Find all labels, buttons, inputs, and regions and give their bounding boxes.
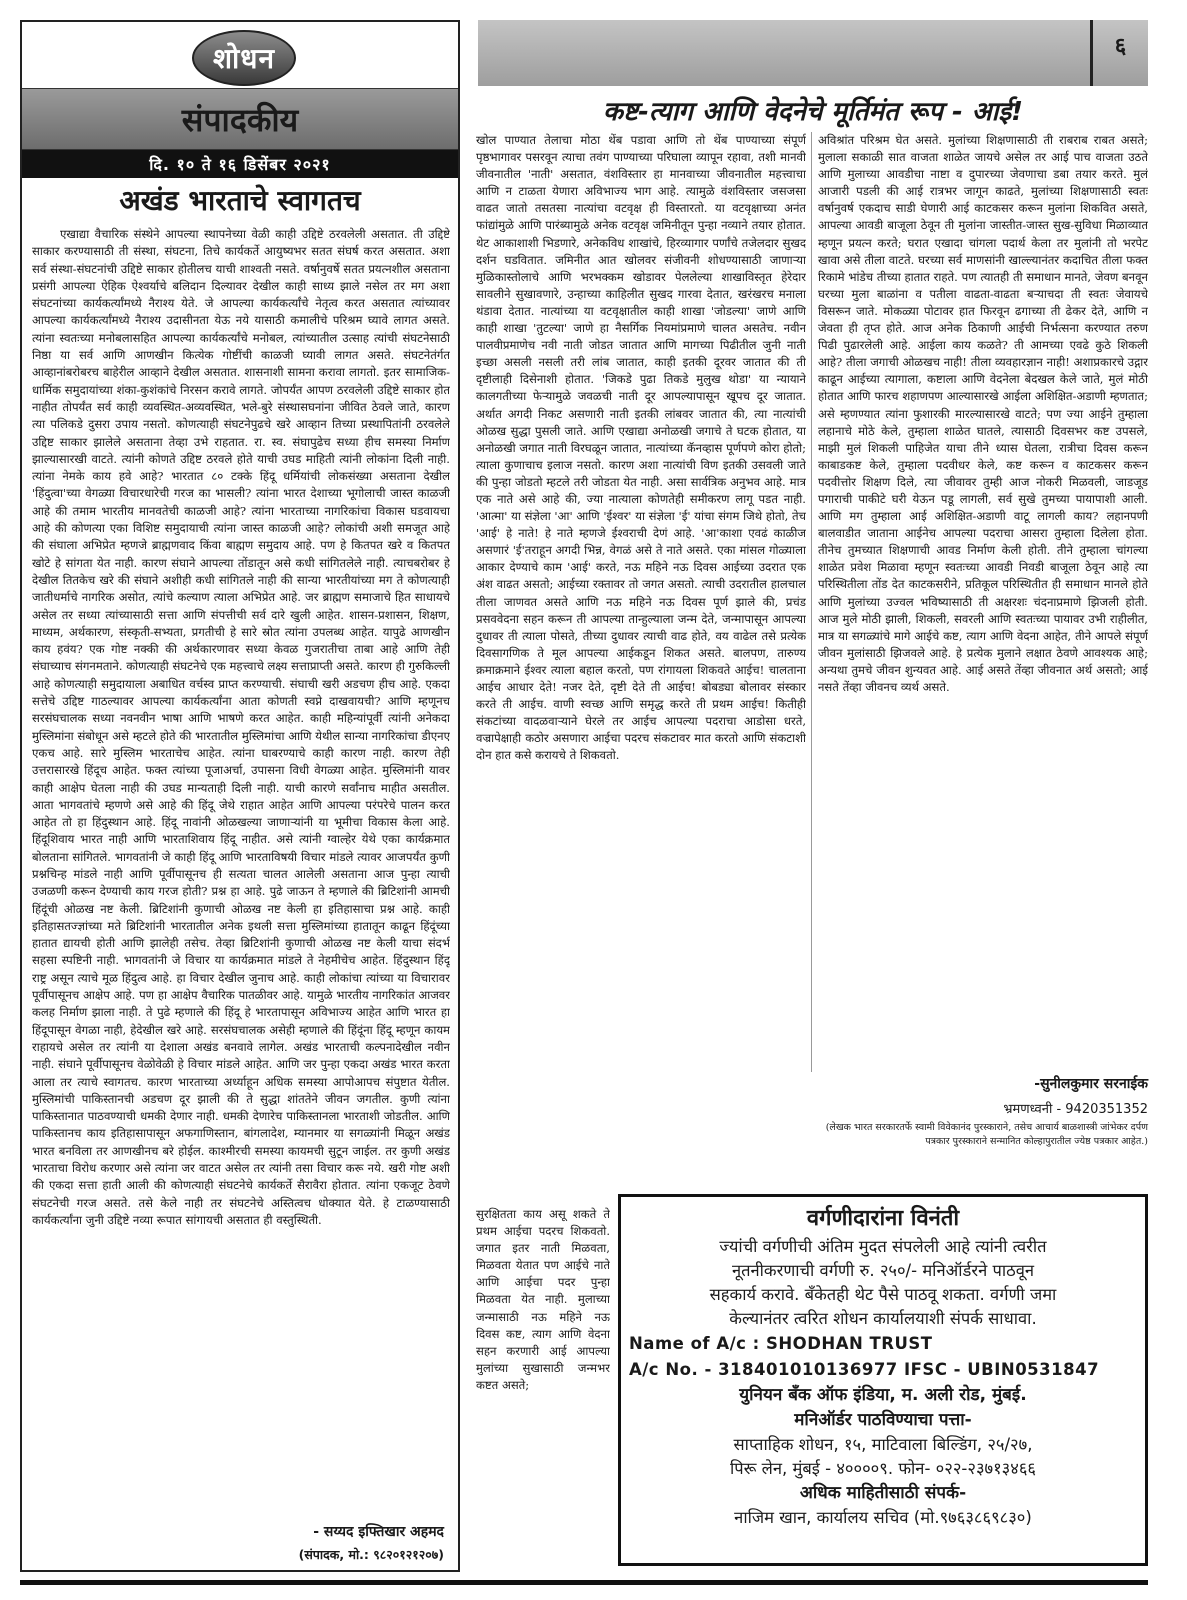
money-order-heading: मनिऑर्डर पाठविण्याचा पत्ता- (794, 1410, 972, 1430)
notice-line-1: ज्यांची वर्गणीची अंतिम मुदत संपलेली आहे त्यांनी त्वरीत (719, 1237, 1047, 1256)
article-author-note: (लेखक भारत सरकारतर्फे स्वामी विवेकानंद पुरस्काराने, तसेच आचार्य बाळशास्त्री जांभेकर दर्पण पत्रकार पुरस्काराने सन्मानित कोल्हापुरातील ज्येष्ठ पत्रकार आहेत.) (825, 1122, 1148, 1147)
article-author: -सुनीलकुमार सरनाईक (1034, 1076, 1148, 1092)
bank-name: युनियन बँक ऑफ इंडिया, म. अली रोड, मुंबई. (739, 1385, 1027, 1405)
issue-date: दि. १० ते १६ डिसेंबर २०२१ (22, 150, 458, 178)
address-line-1: साप्ताहिक शोधन, १५, माटिवाला बिल्डिंग, २५/२७, (733, 1435, 1033, 1454)
subscriber-notice (618, 1194, 1148, 1566)
article-column-1-continued: सुरक्षितता काय असू शकते ते प्रथम आईचा पदरच शिकवतो. जगात इतर नाती मिळवता, मिळवता येतात पण आईचे नाते आणि आईचा पदर पुन्हा मिळवता येत नाही. मुलाच्या जन्मासाठी नऊ महिने नऊ दिवस कष्ट, त्याग आणि वेदना सहन करणारी आई आपल्या मुलांच्या सुखासाठी जन्मभर कष्टत असते; (476, 1207, 610, 1392)
page-number: ६ (1090, 20, 1148, 86)
contact-heading: अधिक माहितीसाठी संपर्क- (799, 1483, 967, 1503)
editorial-author: - सय्यद इफ्तिखार अहमद (313, 1524, 444, 1540)
logo-band (22, 22, 458, 92)
section-banner (22, 88, 458, 150)
editorial-contact: (संपादक, मो.: ९८२०१२१२०७) (298, 1547, 444, 1562)
shodhan-logo: शोधन (192, 30, 296, 86)
notice-title: वर्गणीदारांना विनंती (806, 1206, 960, 1231)
notice-line-2: नूतनीकरणाची वर्गणी रु. २५०/- मनिऑर्डरने पाठवून (731, 1261, 1035, 1280)
page-header-band (478, 20, 1148, 86)
notice-line-3: सहकार्य करावे. बँकेतही थेट पैसे पाठवू शकता. वर्गणी जमा (709, 1285, 1057, 1304)
bottom-rule (20, 1580, 1148, 1585)
article-headline: कष्ट-त्याग आणि वेदनेचे मूर्तिमंत रूप - आई! (603, 97, 1023, 127)
article-column-2: अविश्रांत परिश्रम घेत असते. मुलांच्या शिक्षणासाठी ती राबराब राबत असते; मुलाला सकाळी सात वाजता शाळेत जायचे असेल तर आई पाच वाजता उठते आणि मुलाच्या आवडीचा नाष्टा व दुपारच्या जेवणाचा डबा तयार करते. मुलं आजारी पडली की आई रात्रभर जागून काढते, मुलांच्या शिक्षणासाठी स्वतः वर्षानुवर्ष एकदाच साडी घेणारी आई काटकसर करून मुलांना शिकवित असते, आपल्या आवडी बाजूला ठेवून ती मुलांना जास्तीत-जास्त सुख-सुविधा मिळाव्यात म्हणून प्रयत्न करते; घरात एखादा चांगला पदार्थ केला तर मुलांनी तो भरपेट खावा असे तीला वाटते. घरच्या सर्व माणसांनी खाल्ल्यानंतर कदाचित तीला फक्त रिकामे भांडेच तीच्या हातात राहते. पण त्यातही ती समाधान मानते, जेवण बनवून घरच्या मुला बाळांना व पतीला वाढता-वाढता बऱ्याचदा ती स्वतः जेवायचे विसरून जाते. मोकळ्या पोटावर हात फिरवून ढगाच्या ती ढेकर देते, आणि न जेवता ही तृप्त होते. आज अनेक ठिकाणी आईची निर्भत्सना करण्यात तरुण पिढी पुढारलेली आहे. आईला काय कळते? ती आमच्या एवढे कुठे शिकली आहे? तीला जगाची ओळखच नाही! तीला व्यवहारज्ञान नाही! अशाप्रकारचे उद्गार काढून आईच्या त्यागाला, कष्टाला आणि वेदनेला बेदखल केले जाते, मुलं मोठी होतात आणि फारच शहाणपण आल्यासारखे आईला अशिक्षित-अडाणी म्हणतात; असे म्हणण्यात त्यांना फुशारकी मारल्यासारखे वाटते; पण ज्या आईने तुम्हाला लहानाचे मोठे केले, तुम्हाला शाळेत घातले, त्यासाठी दिवसभर कष्ट उपसले, माझी मुलं शिकली पाहिजेत याचा तीने ध्यास घेतला, रात्रीचा दिवस करून काबाडकष्ट केले, तुम्हाला पदवीधर केले, कष्ट करून व काटकसर करून पदवीत्तोर शिक्षण दिले, त्या जीवावर तुम्ही आज नोकरी मिळवली, जाडजूड पगाराची पाकीटे घरी येऊन पडू लागली, सर्व सुखे तुमच्या पायापाशी आली. आणि मग तुम्हाला आई अशिक्षित-अडाणी वाटू लागली काय? लहानपणी बालवाडीत जाताना आईनेच आपल्या पदराचा आसरा तुम्हाला दिलेला होता. तीनेच तुमच्यात शिक्षणाची आवड निर्माण केली होती. तीने तुम्हाला चांगल्या शाळेत प्रवेश मिळावा म्हणून स्वतःच्या आवडी निवडी बाजूला ठेवून आहे त्या परिस्थितीला तोंड देत काटकसरीने, प्रतिकूल परिस्थितीत ही समाधान मानले होते आणि मुलांच्या उज्वल भविष्यासाठी ती अक्षरशः चंदनाप्रमाणे झिजली होती. आज मुले मोठी झाली, शिकली, सवरली आणि स्वतःच्या पायावर उभी राहीलीत, मात्र या सगळ्यांचे मागे आईचे कष्ट, त्याग आणि वेदना आहेत, तीने आपले संपूर्ण जीवन मुलांसाठी झिजवले आहे. हे प्रत्येक मुलाने लक्षात ठेवणे आवश्यक आहे; अन्यथा तुमचे जीवन शुन्यवत आहे. आई असते तेंव्हा जीवनात अर्थ असतो; आई नसते तेंव्हा जीवनच व्यर्थ असते. (818, 133, 1148, 694)
account-number: A/c No. - 318401010136977 IFSC - UBIN0531847 (629, 1360, 1100, 1379)
article-signoff (820, 1074, 1148, 1149)
notice-line-4: केल्यानंतर त्वरित शोधन कार्यालयाशी संपर्क साधावा. (729, 1309, 1037, 1328)
article-column-1: खोल पाण्यात तेलाचा मोठा थेंब पडावा आणि तो थेंब पाण्याच्या संपूर्ण पृष्ठभागावर पसरवून त्याचा तवंग पाण्याच्या परिघाला व्यापून रहावा, तशी मानवी जीवनातील 'नाती' असतात, वंशविस्तार हा मानवाच्या जीवनातील महत्त्वाचा आणि न टाळता येणारा अविभाज्य भाग आहे. त्यामुळे वंशविस्तार जसजसा वाढत जातो तसतसा नात्यांचा वटवृक्ष ही विस्तारतो. या वटवृक्षाच्या अनंत फांद्यांमुळे आणि पारंब्यामुळे अनेक वटवृक्ष जमिनीतून पुन्हा नव्याने तयार होतात. थेट आकाशाशी भिडणारे, अनेकविध शाखांचे, हिरव्यागार पर्णांचे तजेलदार सुखद दर्शन घडवितात. जमिनीत आत खोलवर संजीवनी शोधण्यासाठी जाणाऱ्या मुळिकास्तोलाचे आणि भरभक्कम खोडावर पेललेल्या शाखाविस्तृत हेरेदार सावलीने सुखावणारे, उन्हाच्या काहिलीत सुखद गारवा देतात, खरंखरच मनाला थंडावा देतात. नात्यांच्या या वटवृक्षातील काही शाखा 'जोडल्या' जाणे आणि काही शाखा 'तुटल्या' जाणे हा नैसर्गिक नियमांप्रमाणे चालत असतेच. नवीन पालवीप्रमाणेच नवी नाती जोडत जातात आणि मागच्या पिढीतील जुनी नाती इच्छा असली नसली तरी लांब जातात, काही इतकी दूरवर जातात की ती दृष्टीलाही दिसेनाशी होतात. 'जिकडे पुढा तिकडे मुलुख थोडा' या न्यायाने कालगतीच्या फेऱ्यामुळे जवळची नाती दूर आपल्यापासून खूपच दूर जातात. अर्थात अगदी निकट असणारी नाती इतकी लांबवर जातात की, त्या नात्यांची ओळख सुद्धा पुसली जाते. आणि एखाद्या अनोळखी जगाचे ते घटक होतात, या अनोळखी जगात नाती विरघळून जातात, नात्यांच्या कॅनव्हास पूर्णपणे कोरा होतो; त्याला कुणाचाच इलाज नसतो. कारण अशा नात्यांची विण इतकी उसवली जाते की पुन्हा जोडतो म्हटले तरी जोडता येत नाही. असा सार्वत्रिक अनुभव आहे. मात्र एक नाते असे आहे की, ज्या नात्याला कोणतेही समीकरण लागू पडत नाही. 'आत्मा' या संज्ञेला 'आ' आणि 'ईश्वर' या संज्ञेला 'ई' यांचा संगम जिथे होतो, तेच 'आई' हे नाते! हे नाते म्हणजे ईश्वराची देणं आहे. 'आ'काशा एवढं काळीज असणारं 'ई'तराहून अगदी भिन्न, वेगळं असे ते नाते असते. एका मांसल गोळ्याला आकार देण्याचे काम 'आई' करते, नऊ महिने नऊ दिवस आईच्या उदरात एक अंश वाढत असतो; आईच्या रक्तावर तो जगत असतो. त्याची उदरातील हालचाल तीला जाणवत असते आणि नऊ महिने नऊ दिवस पूर्ण झाले की, प्रचंड प्रसववेदना सहन करून ती आपल्या तान्हुल्याला जन्म देते, जन्मापासून आपल्या दुधावर ती त्याला पोसते, तीच्या दुधावर त्याची वाढ होते, वय वाढेल तसे प्रत्येक दिवसागणिक ते मूल आपल्या आईकडून शिकत असते. बालपण, तारुण्य क्रमाक्रमाने ईश्वर त्याला बहाल करतो, पण रांगायला शिकवते आईच! चालताना आईच आधार देते! नजर देते, दृष्टी देते ती आईच! बोबड्या बोलावर संस्कार करते ती आईच. वाणी स्वच्छ आणि समृद्ध करते ती प्रथम आईच! कितीही संकटांच्या वादळवाऱ्याने घेरले तर आईच आपल्या पदराचा आडोसा धरते, वज्रापेक्षाही कठोर असणारा आईचा पदरच संकटावर मात करतो आणि संकटाशी दोन हात कसे करायचे ते शिकवतो. (476, 133, 806, 763)
address-line-2: पिरू लेन, मुंबई - ४००००९. फोन- ०२२-२३७१३४६६ (729, 1459, 1037, 1478)
account-name: Name of A/c : SHODHAN TRUST (629, 1334, 933, 1353)
editorial-headline: अखंड भारताचे स्वागतच (119, 184, 361, 217)
editorial-box (20, 20, 460, 1572)
column-divider (811, 132, 812, 1072)
article-author-phone: भ्रमणध्वनी - 9420351352 (1003, 1102, 1148, 1117)
editorial-body: एखाद्या वैचारिक संस्थेने आपल्या स्थापनेच्या वेळी काही उद्दिष्टे ठरवलेली असतात. ती उद्दिष्टे साकार करण्यासाठी ती संस्था, संघटना, तिचे कार्यकर्ते आयुष्यभर सतत संघर्ष करत असतात. अशा सर्व संस्था-संघटनांची उद्दिष्टे साकार होतीलच याची शाश्वती नसते. वर्षानुवर्षे सतत प्रयत्नशील असताना प्रसंगी आपल्या ऐहिक ऐश्वर्याचे बलिदान दिल्यावर देखील काही साध्य झाले नसेल तर मग अशा संघटनांच्या कार्यकर्त्यांमध्ये नैराश्य येते. जे आपल्या कार्यकर्त्यांचे नेतृत्व करत असतात त्यांच्यावर आपल्या कार्यकर्त्यांमध्ये नैराश्य उदासीनता येऊ नये यासाठी कमालीचे परिश्रम घ्यावे लागत असते. त्यांना स्वतःच्या मनोबलासहित आपल्या कार्यकर्त्यांचे मनोबल, त्यांच्यातील उत्साह त्यांची संघटनेसाठी निष्ठा या सर्व आणि आणखीन कित्येक गोष्टींची काळजी घ्यावी लागत असते. संघटनेतंर्गत आव्हानांबरोबरच बाहेरील आव्हाने देखील असतात. शासनाशी सामना करावा लागतो. इतर सामाजिक-धार्मिक समुदायांच्या शंका-कुशंकांचे निरसन करावे लागते. जोपर्यंत आपण ठरवलेली उद्दिष्टे साकार होत नाहीत तोपर्यंत सर्व काही व्यवस्थित-अव्यवस्थित, भले-बुरे संस्थासघनांना जीवित ठेवले जाते, कारण त्या पलिकडे दुसरा उपाय नसतो. कोणत्याही संघटनेपुढचे खरे आव्हान तिच्या प्रस्थापितांनी ठरवलेले उद्दिष्ट साकार झालेले असताना तेव्हा उभे राहतात. रा. स्व. संघापुढेच सध्या हीच समस्या निर्माण झाल्यासारखी वाटते. त्यांनी कोणते उद्दिष्ट ठरवले होते याची उघड माहिती त्यांनी लोकांना दिली नाही. त्यांना नेमके काय हवे आहे? भारतात ८० टक्के हिंदू धर्मियांची लोकसंख्या असताना देखील 'हिंदुत्वा'च्या वेगळ्या विचारधारेची गरज का भासली? त्यांना भारत देशाच्या भूगोलाची जास्त काळजी आहे की तमाम भारतीय मानवतेची काळजी आहे? त्यांना भारताच्या नागरिकांचा विकास घडवायचा आहे की कोणत्या एका विशिष्ट समुदायाची त्यांना जास्त काळजी आहे? लोकांची अशी समजूत आहे की संघाला अभिप्रेत म्हणजे ब्राह्मणवाद किंवा बाह्मण समुदाय आहे. पण हे कितपत खरे व कितपत खोटे हे सांगता येत नाही. कारण संघाने आपल्या तोंडातून असे कधी सांगितलेले नाही. त्याचबरोबर हे देखील तितकेच खरे की संघाने अशीही कधी सांगितले नाही की सान्या भारतीयांच्या मग ते कोणत्याही जातीधर्माचे नागरिक असोत, त्यांचे कल्याण त्याला अभिप्रेत आहे. जर ब्राह्मण समाजाचे हित साधायचे असेल तर सध्या त्यांच्यासाठी सत्ता आणि संपत्तीची सर्व दारे खुली आहेत. शासन-प्रशासन, शिक्षण, माध्यम, अर्थकारण, संस्कृती-सभ्यता, प्रगतीची हे सारे स्रोत त्यांना उपलब्ध आहेत. यापुढे आणखीन काय हवंय? एक गोष्ट नक्की की अर्थकारणावर सध्या केवळ गुजरातीचा ताबा आहे आणि तेही संघाच्याच संगनमताने. कोणत्याही संघटनेचे एक महत्त्वाचे लक्ष्य सत्ताप्राप्ती असते. कारण ही गुरुकिल्ली आहे कोणत्याही समुदायाला अबाधित वर्चस्व प्राप्त करण्याची. संघाची खरी अडचण हीच आहे. एकदा सत्तेचे उद्दिष्ट गाठल्यावर आपल्या कार्यकर्त्यांना आता कोणती स्वप्ने दाखवायची? आणि म्हणूनच सरसंघचालक सध्या नवनवीन भाषा आणि भाषणे करत आहेत. काही महिन्यांपूर्वी त्यांनी अनेकदा मुस्लिमांना संबोधून असे म्हटले होते की भारतातील मुस्लिमांचा आणि येथील सान्या नागरिकांचा डीएनए एकच आहे. सारे मुस्लिम भारताचेच आहेत. त्यांना घाबरण्याचे काही कारण नाही. कारण तेही उत्तरासारखे हिंदूच आहेत. फक्त त्यांच्या पूजाअर्चा, उपासना विधी वेगळ्या आहेत. मुस्लिमांनी यावर काही आक्षेप घेतला नाही की उघड मान्यताही दिली नाही. याची कारणे सर्वांनाच माहीत असतील. आता भागवतांचे म्हणणे असे आहे की हिंदू जेथे राहात आहेत आणि आपल्या परंपरेचे पालन करत आहेत तो हा हिंदुस्थान आहे. हिंदू नावांनी ओळखल्या जाणाऱ्यांनी या भूमीचा विकास केला आहे. हिंदूशिवाय भारत नाही आणि भारताशिवाय हिंदू नाहीत. असे त्यांनी ग्वाल्हेर येथे एका कार्यक्रमात बोलताना सांगितले. भागवतांनी जे काही हिंदू आणि भारताविषयी विचार मांडले त्यावर आजपर्यंत कुणी प्रश्नचिन्ह मांडले नाही आणि पूर्वीपासूनच ही सत्यता चालत आलेली असताना आज पुन्हा त्याची उजळणी करून देण्याची काय गरज होती? प्रश्न हा आहे. पुढे जाऊन ते म्हणाले की ब्रिटिशांनी आमची हिंदूंची ओळख नष्ट केली. ब्रिटिशांनी कुणाची ओळख नष्ट केली हा इतिहासाचा प्रश्न आहे. काही इतिहासतज्ज्ञांच्या मते ब्रिटिशांनी भारतातील अनेक इथली सत्ता मुस्लिमांच्या हातातून काढून हिंदूंच्या हातात द्यायची होती आणि झालेही तसेच. तेव्हा ब्रिटिशांनी कुणाची ओळख नष्ट केली याचा संदर्भ सहसा स्पष्टिनी नाही. भागवतांनी जे विचार या कार्यक्रमात मांडले ते नेहमीचेच आहेत. हिंदुस्थान हिंदू राष्ट्र असून त्याचे मूळ हिंदुत्व आहे. हा विचार देखील जुनाच आहे. काही लोकांचा त्यांच्या या विचारावर पूर्वीपासूनच आक्षेप आहे. पण हा आक्षेप वैचारिक पातळीवर आहे. यामुळे भारतीय नागरिकांत आजवर कलह निर्माण झाला नाही. ते पुढे म्हणाले की हिंदू हे भारतापासून अविभाज्य आहेत आणि भारत हा हिंदूपासून वेगळा नाही, हेदेखील खरे आहे. सरसंघचालक असेही म्हणाले की हिंदूंना हिंदू म्हणून कायम राहायचे असेल तर त्यांनी या देशाला अखंड बनवावे लागेल. अखंड भारताची कल्पनादेखील नवीन नाही. संघाने पूर्वीपासूनच वेळोवेळी हे विचार मांडले आहेत. आणि जर पुन्हा एकदा अखंड भारत करता आला तर त्याचे स्वागतच. कारण भारताच्या अर्ध्याहून अधिक समस्या आपोआपच संपुष्टात येतील. मुस्लिमांची पाकिस्तानची अडचण दूर झाली की ते सुद्धा शांततेने जीवन जगतील. कुणी त्यांना पाकिस्तानात पाठवण्याची धमकी देणार नाही. धमकी देणारेच पाकिस्तानला भारताशी जोडतील. आणि पाकिस्तानच काय इतिहासापासून अफगाणिस्तान, बांगलादेश, म्यानमार या सगळ्यांनी मिळून अखंड भारत बनविला तर आणखीनच बरे होईल. काश्मीरची समस्या कायमची सुटून जाईल. तर कुणी अखंड भारताचा विरोध करणार असे त्यांना जर वाटत असेल तर त्यांनी तसा विचार करू नये. खरी गोष्ट अशी की एकदा सत्ता हाती आली की कोणत्याही संघटनेचे कार्यकर्ते सैरावैरा होतात. त्यांना एकजूट ठेवणे संघटनेची गरज असते. तसे केले नाही तर संघटनेचे अस्तित्वच धोक्यात येते. हे टाळण्यासाठी कार्यकर्त्यांना जुनी उद्दिष्टे नव्या रूपात सांगायची असतात ही वस्तुस्थिती. (32, 227, 450, 1227)
section-title: संपादकीय (181, 100, 299, 139)
contact-person: नाजिम खान, कार्यालय सचिव (मो.९७६३८६९८३०) (734, 1508, 1032, 1527)
